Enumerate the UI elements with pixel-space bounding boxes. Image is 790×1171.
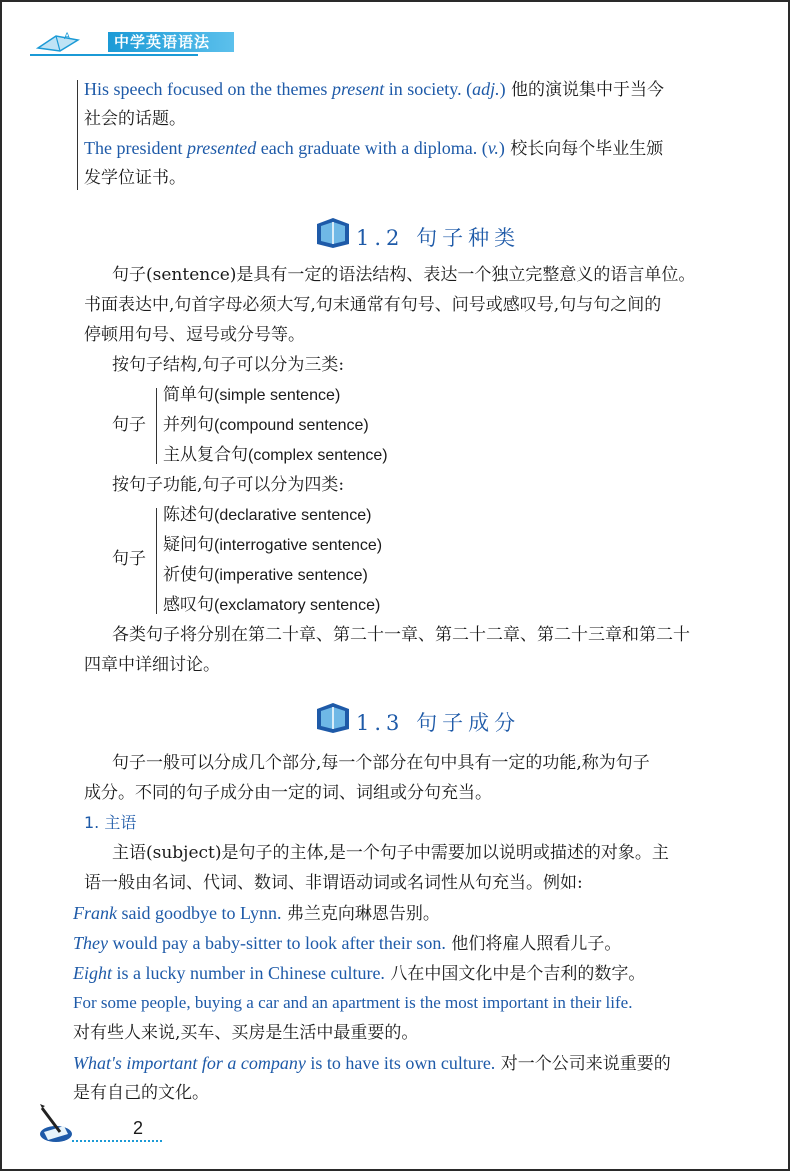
example-they: They would pay a baby-sitter to look after their son. 他们将雇人照看儿子。 — [73, 933, 622, 954]
structure-item-simple: 简单句(simple sentence) — [163, 385, 341, 405]
structure-group-label: 句子 — [112, 415, 146, 435]
function-item-exclamatory: 感叹句(exclamatory sentence) — [163, 595, 381, 615]
intro-example-1-cont: 社会的话题。 — [84, 109, 186, 129]
function-item-interrogative: 疑问句(interrogative sentence) — [163, 535, 383, 555]
s13-para2-line2: 语一般由名词、代词、数词、非谓语动词或名词性从句充当。例如: — [84, 873, 583, 893]
intro-example-2-cont: 发学位证书。 — [84, 168, 186, 188]
section-book-icon — [313, 699, 353, 735]
structure-item-compound: 并列句(compound sentence) — [163, 415, 369, 435]
intro-example-2: The president presented each graduate with a diploma. (v.) 校长向每个毕业生颁 — [84, 138, 664, 159]
by-function-label: 按句子功能,句子可以分为四类: — [112, 475, 345, 495]
s13-para1-line1: 句子一般可以分成几个部分,每一个部分在句中具有一定的功能,称为句子 — [112, 753, 650, 773]
pen-book-icon — [36, 1102, 76, 1144]
section-book-icon — [313, 214, 353, 250]
example-company-cont: 是有自己的文化。 — [73, 1083, 209, 1103]
header-title: 中学英语语法 — [108, 32, 234, 52]
structure-brace — [156, 388, 157, 464]
s12-para2-line2: 四章中详细讨论。 — [84, 655, 220, 675]
example-frank: Frank said goodbye to Lynn. 弗兰克向琳恩告别。 — [73, 903, 440, 924]
intro-brace — [77, 80, 78, 190]
header-rule — [30, 54, 198, 56]
subheading-subject: 1. 主语 — [84, 813, 137, 832]
s13-para1-line2: 成分。不同的句子成分由一定的词、词组或分句充当。 — [84, 783, 492, 803]
example-some-people-zh: 对有些人来说,买车、买房是生活中最重要的。 — [73, 1023, 419, 1043]
footer-dotted-rule — [72, 1140, 162, 1142]
function-brace — [156, 508, 157, 614]
example-eight: Eight is a lucky number in Chinese culture. 八在中国文化中是个吉利的数字。 — [73, 963, 646, 984]
function-item-declarative: 陈述句(declarative sentence) — [163, 505, 372, 525]
by-structure-label: 按句子结构,句子可以分为三类: — [112, 355, 345, 375]
section-title-1-2: 1.2 句子种类 — [356, 226, 521, 250]
example-some-people: For some people, buying a car and an apartment is the most important in their life. — [73, 993, 633, 1012]
s12-para1-line3: 停顿用句号、逗号或分号等。 — [84, 325, 305, 345]
function-group-label: 句子 — [112, 549, 146, 569]
book-logo-icon — [36, 30, 80, 52]
structure-item-complex: 主从复合句(complex sentence) — [163, 445, 388, 465]
s12-para1-line1: 句子(sentence)是具有一定的语法结构、表达一个独立完整意义的语言单位。 — [112, 265, 696, 285]
page-number: 2 — [133, 1118, 144, 1138]
example-company: What's important for a company is to have its own culture. 对一个公司来说重要的 — [73, 1053, 671, 1074]
s13-para2-line1: 主语(subject)是句子的主体,是一个句子中需要加以说明或描述的对象。主 — [112, 843, 669, 863]
section-title-1-3: 1.3 句子成分 — [356, 711, 521, 735]
s12-para2-line1: 各类句子将分别在第二十章、第二十一章、第二十二章、第二十三章和第二十 — [112, 625, 690, 645]
function-item-imperative: 祈使句(imperative sentence) — [163, 565, 368, 585]
intro-example-1: His speech focused on the themes present in society. (adj.) 他的演说集中于当今 — [84, 79, 664, 100]
s12-para1-line2: 书面表达中,句首字母必须大写,句末通常有句号、问号或感叹号,句与句之间的 — [84, 295, 662, 315]
svg-text:A: A — [64, 32, 71, 42]
